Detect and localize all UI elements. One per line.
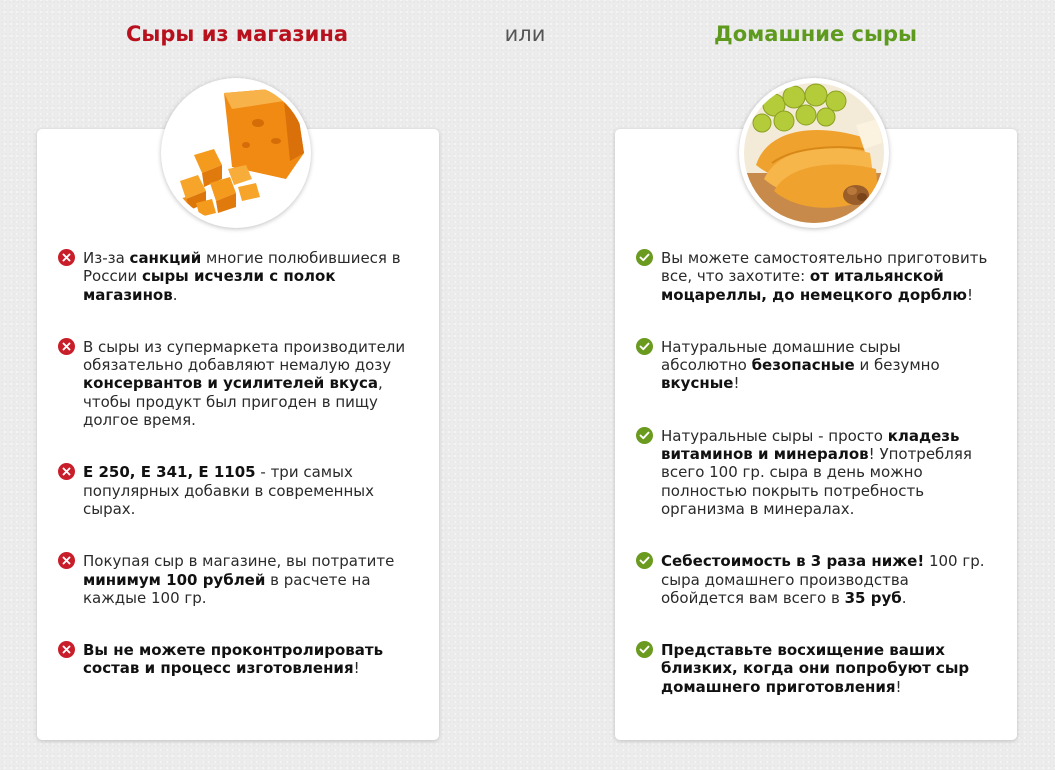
cross-icon (58, 338, 75, 355)
text-segment: обязательно добавляют немалую дозу (83, 356, 392, 375)
check-icon (636, 552, 653, 569)
text-segment: многие полюбившиеся в (201, 249, 401, 267)
emphasis-text: санкций (129, 249, 202, 267)
text-segment: полностью покрыть потребность (661, 481, 925, 500)
emphasis-text: Е 250, Е 341, Е 1105 (83, 463, 256, 482)
list-item (57, 641, 427, 678)
text-segment: каждые 100 гр. (83, 588, 207, 607)
text-segment: ! (733, 374, 740, 393)
emphasis-text: близких, когда они попробуют сыр (661, 659, 970, 678)
text-segment: обойдется вам всего в (661, 588, 845, 607)
list-item (57, 249, 427, 304)
text-segment: ! (353, 659, 360, 678)
text-segment: В сыры из супермаркета производители (83, 337, 406, 356)
emphasis-text: Вы не можете проконтролировать (83, 641, 384, 660)
list-item-text (83, 463, 427, 518)
text-segment: в расчете на (265, 570, 371, 589)
emphasis-text: Себестоимость в 3 раза ниже! (661, 552, 925, 571)
list-item (635, 249, 1005, 304)
text-segment: всего 100 гр. сыра в день можно (661, 463, 923, 482)
list-item (57, 552, 427, 607)
emphasis-text: от итальянской (809, 267, 944, 286)
text-segment: и безумно (854, 356, 940, 375)
emphasis-text: минимум 100 рублей (83, 570, 266, 589)
emphasis-text: Представьте восхищение ваших (661, 641, 945, 660)
text-segment: популярных добавки в современных (83, 481, 375, 500)
text-segment: абсолютно (661, 356, 752, 375)
text-segment: . (901, 588, 907, 607)
text-segment: сырах. (83, 499, 136, 518)
text-segment: чтобы продукт был пригоден в пищу (83, 392, 378, 411)
emphasis-text: моцареллы, до немецкого дорблю (661, 285, 967, 304)
list-item-text (661, 641, 1005, 696)
text-segment: . (172, 285, 178, 304)
list-item-text (661, 338, 1005, 393)
text-segment: , (377, 374, 383, 393)
check-icon (636, 249, 653, 266)
list-item-text (661, 427, 1005, 518)
text-segment: Натуральные домашние сыры (661, 337, 901, 356)
homemade-cheese-heading: Домашние сыры (713, 22, 917, 46)
emphasis-text: витаминов и минералов (661, 445, 869, 464)
emphasis-text: безопасные (751, 356, 855, 375)
text-segment: 100 гр. (924, 552, 985, 571)
text-segment: сыра домашнего производства (661, 570, 909, 589)
or-separator: или (504, 22, 546, 46)
text-segment: Покупая сыр в магазине, вы потратите (83, 552, 395, 571)
text-segment: - три самых (255, 463, 353, 482)
cross-icon (58, 552, 75, 569)
list-item-text (83, 552, 427, 607)
cross-icon (58, 641, 75, 658)
list-item (57, 338, 427, 429)
text-segment: ! (895, 677, 902, 696)
store-cheese-list (57, 249, 427, 678)
list-item-text (83, 338, 427, 429)
emphasis-text: сыры исчезли с полок (141, 267, 336, 286)
text-segment: долгое время. (83, 411, 196, 430)
text-segment: ! Употребляя (868, 445, 972, 464)
text-segment: Из-за (83, 249, 130, 267)
emphasis-text: домашнего приготовления (661, 677, 896, 696)
text-segment: ! (966, 285, 973, 304)
store-cheese-heading: Сыры из магазина (125, 22, 349, 46)
cross-icon (58, 249, 75, 266)
emphasis-text: магазинов (83, 285, 173, 304)
cross-icon (58, 463, 75, 480)
list-item (635, 427, 1005, 518)
list-item (635, 552, 1005, 607)
emphasis-text: кладезь (887, 426, 960, 445)
list-item-text (661, 249, 1005, 304)
check-icon (636, 427, 653, 444)
text-segment: России (83, 267, 142, 286)
emphasis-text: консервантов и усилителей вкуса (83, 374, 378, 393)
check-icon (636, 338, 653, 355)
emphasis-text: 35 руб (844, 588, 902, 607)
homemade-cheese-list (635, 249, 1005, 696)
list-item (635, 641, 1005, 696)
emphasis-text: состав и процесс изготовления (83, 659, 354, 678)
text-segment: Вы можете самостоятельно приготовить (661, 249, 988, 267)
list-item-text (83, 641, 427, 678)
list-item (57, 463, 427, 518)
list-item-text (83, 249, 427, 304)
text-segment: Натуральные сыры - просто (661, 426, 888, 445)
list-item (635, 338, 1005, 393)
homemade-cheese-photo (739, 78, 889, 228)
list-item-text (661, 552, 1005, 607)
text-segment: все, что захотите: (661, 267, 810, 286)
text-segment: организма в минералах. (661, 499, 855, 518)
emphasis-text: вкусные (661, 374, 734, 393)
check-icon (636, 641, 653, 658)
store-cheese-photo (161, 78, 311, 228)
